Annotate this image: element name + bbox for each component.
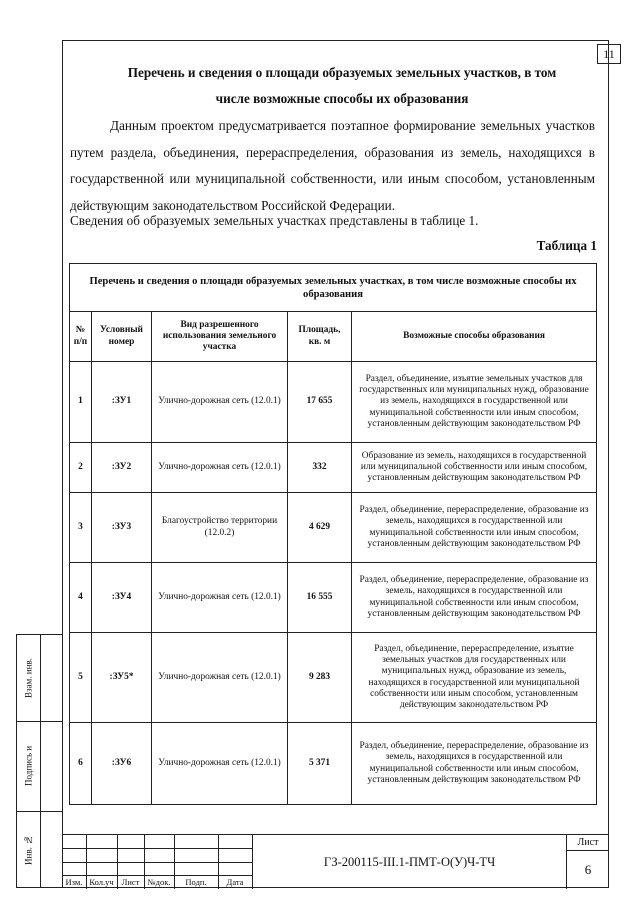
stamp-col-list: Лист (121, 877, 140, 887)
stamp-line (62, 862, 252, 863)
row-area: 332 (288, 443, 352, 493)
strip-label-vzam: Взам. инв. (23, 658, 34, 698)
row-number: :ЗУ5* (92, 633, 152, 723)
row-no: 5 (70, 633, 92, 723)
top-page-number: 11 (597, 44, 621, 64)
row-methods: Образование из земель, находящихся в государственной или муниципальной собственности или иным способом, установленным действующим законодательством РФ (352, 443, 597, 493)
header-area: Площадь, кв. м (288, 312, 352, 362)
sheet-cell (567, 835, 609, 889)
intro-paragraph: Данным проектом предусматривается поэтапное формирование земельных участков путем раздела, объединения, перераспределения, образования из земель, находящихся в государственной или муниципальной собственности, или иным способом, установленным действующим законодательством Российской Федерации. (70, 118, 595, 213)
header-number: Условный номер (92, 312, 152, 362)
stamp-grid (62, 835, 252, 889)
sheet-label: Лист (567, 835, 609, 851)
row-no: 1 (70, 362, 92, 443)
row-methods: Раздел, объединение, перераспределение, образование из земель, находящихся в государственной или муниципальной собственности или иным способом, установленным действующим законодательством РФ (352, 493, 597, 563)
approval-strip (16, 634, 62, 888)
summary-sentence: Сведения об образуемых земельных участках представлены в таблице 1. (70, 213, 479, 228)
row-use: Благоустройство территории (12.0.2) (152, 493, 288, 563)
sheet-number: 6 (584, 862, 592, 877)
row-no: 4 (70, 563, 92, 633)
heading-line-1: Перечень и сведения о площади образуемых земельных участков, в том (127, 65, 557, 80)
stamp-col-podp: Подп. (185, 877, 207, 887)
row-methods: Раздел, объединение, перераспределение, образование из земель, находящихся в государственной или муниципальной собственности или иным способом, установленным действующим законодательством РФ (352, 563, 597, 633)
strip-label-inv: Инв. № (23, 834, 34, 866)
header-no: № п/п (70, 312, 92, 362)
row-area: 17 655 (288, 362, 352, 443)
plots-table (69, 263, 597, 805)
header-use: Вид разрешенного использования земельного участка (152, 312, 288, 362)
document-code: ГЗ-200115-III.1-ПМТ-О(У)Ч-ТЧ (252, 835, 567, 889)
row-methods: Раздел, объединение, перераспределение, изъятие земельных участков для государственных или муниципальных нужд, образование из земель, находящихся в государственной или муниципальной собственности или иным способом, установленным действующим законодательством РФ (352, 633, 597, 723)
row-number: :ЗУ2 (92, 443, 152, 493)
heading-line-2: числе возможные способы их образования (215, 91, 469, 106)
table-row (70, 443, 597, 493)
row-methods: Раздел, объединение, изъятие земельных участков для государственных или муниципальных нужд, образование из земель, находящихся в государственной или муниципальной собственности или иным способом, установленным действующим законодательством РФ (352, 362, 597, 443)
table-row (70, 723, 597, 805)
row-number: :ЗУ4 (92, 563, 152, 633)
title-block (62, 834, 609, 888)
stamp-line (62, 875, 252, 876)
strip-divider (40, 635, 41, 887)
table-caption: Перечень и сведения о площади образуемых земельных участках, в том числе возможные способы их образования (70, 264, 597, 312)
strip-label-podpis: Подпись и (23, 745, 34, 787)
row-use: Улично-дорожная сеть (12.0.1) (152, 633, 288, 723)
row-methods: Раздел, объединение, перераспределение, образование из земель, находящихся в государственной или муниципальной собственности или иным способом, установленным действующим законодательством РФ (352, 723, 597, 805)
table-label: Таблица 1 (536, 238, 597, 253)
stamp-line (62, 848, 252, 849)
header-methods: Возможные способы образования (352, 312, 597, 362)
row-no: 3 (70, 493, 92, 563)
row-number: :ЗУ3 (92, 493, 152, 563)
row-use: Улично-дорожная сеть (12.0.1) (152, 723, 288, 805)
stamp-col-izm: Изм. (65, 877, 83, 887)
row-area: 16 555 (288, 563, 352, 633)
row-use: Улично-дорожная сеть (12.0.1) (152, 563, 288, 633)
stamp-col-data: Дата (226, 877, 244, 887)
table-row (70, 493, 597, 563)
row-no: 6 (70, 723, 92, 805)
row-no: 2 (70, 443, 92, 493)
row-number: :ЗУ1 (92, 362, 152, 443)
row-use: Улично-дорожная сеть (12.0.1) (152, 362, 288, 443)
stamp-col-koluch: Кол.уч (89, 877, 114, 887)
row-number: :ЗУ6 (92, 723, 152, 805)
row-use: Улично-дорожная сеть (12.0.1) (152, 443, 288, 493)
table-row (70, 633, 597, 723)
row-area: 5 371 (288, 723, 352, 805)
table-row (70, 563, 597, 633)
table-row (70, 362, 597, 443)
row-area: 9 283 (288, 633, 352, 723)
stamp-col-ndok: №док. (147, 877, 171, 887)
row-area: 4 629 (288, 493, 352, 563)
